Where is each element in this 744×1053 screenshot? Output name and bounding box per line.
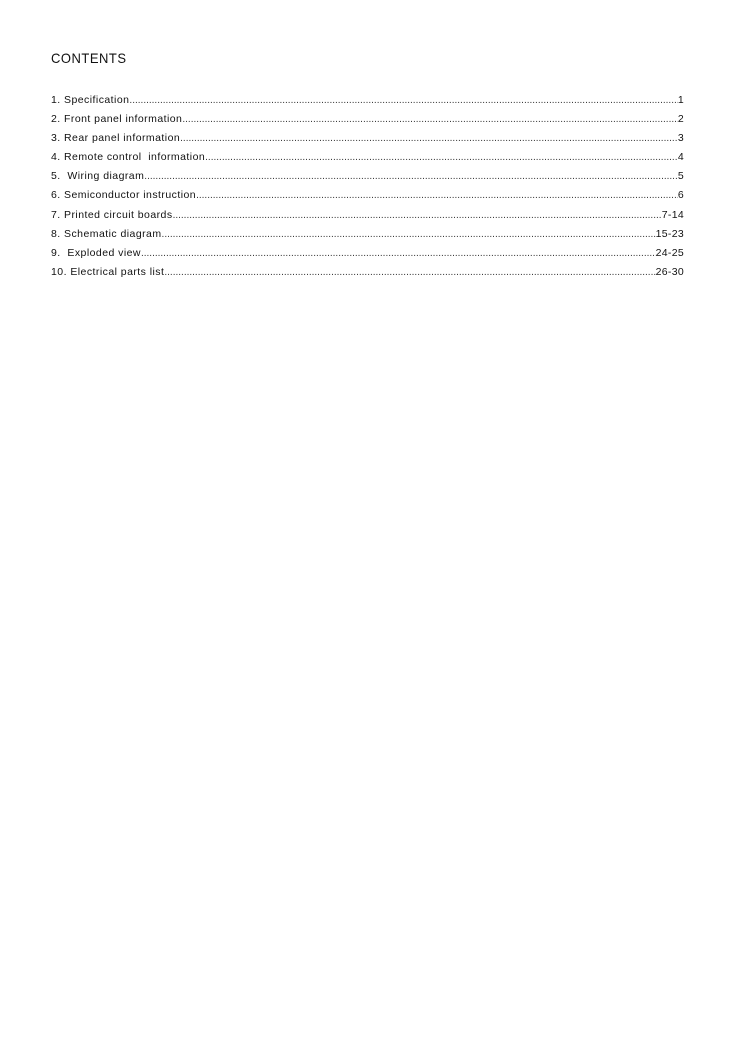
toc-entry-page: 26-30 xyxy=(655,265,684,278)
toc-entry-printed-circuit-boards[interactable] xyxy=(51,206,684,225)
toc-entry-page: 3 xyxy=(677,132,684,145)
toc-entry-page: 24-25 xyxy=(655,246,684,259)
toc-dot-leader xyxy=(205,148,678,167)
toc-entry-semiconductor[interactable] xyxy=(51,186,684,205)
toc-dot-leader xyxy=(196,186,678,205)
toc-entry-wiring-diagram[interactable] xyxy=(51,167,684,186)
toc-entry-label: 9. Exploded view xyxy=(51,246,141,259)
page-title: CONTENTS xyxy=(51,50,127,67)
toc-dot-leader xyxy=(141,244,656,263)
toc-entry-label: 10. Electrical parts list xyxy=(51,265,165,278)
toc-entry-specification[interactable] xyxy=(51,91,684,110)
toc-entry-page: 5 xyxy=(677,170,684,183)
toc-dot-leader xyxy=(144,167,678,186)
toc-dot-leader xyxy=(129,91,677,110)
toc-entry-label: 4. Remote control information xyxy=(51,151,206,164)
toc-dot-leader xyxy=(162,225,656,244)
toc-entry-page: 4 xyxy=(677,151,684,164)
toc-entry-page: 1 xyxy=(677,94,684,106)
toc-entry-label: 7. Printed circuit boards xyxy=(51,208,173,221)
toc-entry-page: 7-14 xyxy=(661,208,684,221)
toc-entry-front-panel[interactable] xyxy=(51,110,684,129)
table-of-contents xyxy=(51,91,684,282)
toc-dot-leader xyxy=(164,263,655,282)
toc-dot-leader xyxy=(173,206,662,225)
toc-entry-label: 5. Wiring diagram xyxy=(51,170,145,183)
toc-entry-label: 8. Schematic diagram xyxy=(51,227,162,240)
toc-dot-leader xyxy=(182,110,678,129)
toc-entry-page: 15-23 xyxy=(655,227,684,240)
toc-entry-page: 2 xyxy=(677,113,684,126)
toc-entry-electrical-parts-list[interactable] xyxy=(51,263,684,282)
toc-entry-rear-panel[interactable] xyxy=(51,129,684,148)
toc-entry-schematic-diagram[interactable] xyxy=(51,225,684,244)
toc-dot-leader xyxy=(180,129,678,148)
toc-entry-label: 1. Specification xyxy=(51,94,130,106)
toc-entry-label: 2. Front panel information xyxy=(51,113,183,126)
toc-entry-label: 6. Semiconductor instruction xyxy=(51,189,197,202)
toc-entry-exploded-view[interactable] xyxy=(51,244,684,263)
toc-entry-remote-control[interactable] xyxy=(51,148,684,167)
toc-entry-page: 6 xyxy=(677,189,684,202)
toc-entry-label: 3. Rear panel information xyxy=(51,132,181,145)
